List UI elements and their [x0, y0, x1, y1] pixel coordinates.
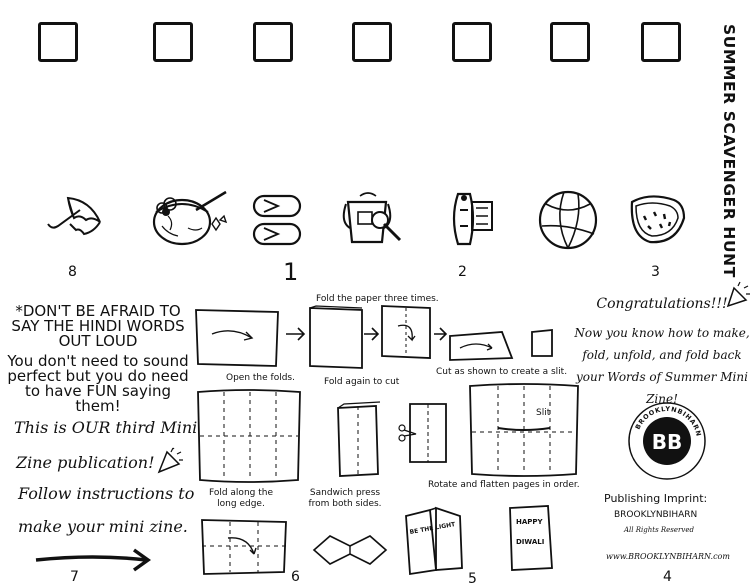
reassure-text: You don't need to sound perfect but you do need to have FUN saying them! [7, 352, 189, 415]
happy-diwali-line-2: DIWALI [516, 538, 545, 546]
follow-line-1: Follow instructions to [18, 484, 195, 503]
umbrella-icon [40, 190, 110, 250]
open-sheet-diagram [194, 386, 304, 486]
zine-title-text: SUMMER SCAVENGER HUNT [720, 24, 738, 278]
boat-icon [448, 186, 508, 250]
follow-line-2: make your mini zine. [18, 517, 188, 536]
party-popper-icon [724, 280, 752, 310]
checkbox-umbrella[interactable] [38, 22, 78, 62]
folded-half-diagram [334, 400, 384, 480]
checkbox-beach-ball[interactable] [550, 22, 590, 62]
arrow-right-icon [34, 548, 154, 572]
checkbox-watermelon[interactable] [641, 22, 681, 62]
page-number-7: 7 [70, 569, 79, 585]
checkbox-sand-bucket[interactable] [352, 22, 392, 62]
sand-bucket-icon [340, 192, 410, 252]
caption-fold-three: Fold the paper three times. [316, 294, 439, 304]
coconut-drink-icon [148, 188, 238, 248]
slit-sheet-diagram [464, 382, 584, 482]
third-zine-line-1: This is OUR third Mini [14, 418, 198, 437]
page-number-5: 5 [468, 571, 477, 587]
third-zine-line-2: Zine publication! [16, 453, 155, 472]
happy-diwali-line-1: HAPPY [516, 518, 543, 526]
flip-flops-icon [250, 192, 310, 252]
caption-slit: Slit [536, 408, 551, 418]
caption-sandwich-press: Sandwich press from both sides. [308, 488, 382, 509]
be-the-light-text: BE THE LIGHT [409, 521, 456, 536]
page-number-6: 6 [291, 569, 300, 585]
caption-cut-slit: Cut as shown to create a slit. [436, 367, 568, 377]
imprint-label: Publishing Imprint: [604, 492, 708, 505]
page-number-1: 1 [283, 258, 299, 286]
congrats-heading: Congratulations!!! [596, 296, 728, 312]
be-the-light-book [400, 496, 480, 578]
party-popper-icon [155, 446, 185, 476]
imprint-name: BROOKLYNBIHARN [614, 510, 698, 520]
rights-reserved: All Rights Reserved [624, 526, 694, 534]
sandwich-press-diagram [310, 526, 390, 576]
logo-ring-text: BROOKLYNBIHARN [633, 404, 703, 438]
checkbox-flip-flops[interactable] [253, 22, 293, 62]
checkbox-boat[interactable] [452, 22, 492, 62]
checkbox-coconut-drink[interactable] [153, 22, 193, 62]
caption-rotate-flatten: Rotate and flatten pages in order. [428, 480, 580, 490]
website-link[interactable]: www.BROOKLYNBIHARN.com [606, 552, 730, 561]
congrats-message: Now you know how to make, fold, unfold, and fold back your Words of Summer Mini Zine! [574, 326, 750, 406]
page-number-4: 4 [663, 569, 672, 585]
caption-open-folds: Open the folds. [226, 373, 295, 383]
caption-fold-again: Fold again to cut [324, 377, 400, 387]
watermelon-icon [626, 192, 690, 252]
happy-diwali-book [506, 504, 556, 574]
logo-monogram: BB [651, 430, 683, 454]
beach-ball-icon [538, 190, 602, 254]
page-number-3: 3 [651, 264, 660, 280]
page-number-8: 8 [68, 264, 77, 280]
caption-fold-long-edge: Fold along the long edge. [208, 488, 273, 509]
page-number-2: 2 [458, 264, 467, 280]
scissor-cut-diagram [398, 398, 458, 468]
hindi-warning: *DON'T BE AFRAID TO SAY THE HINDI WORDS OUT LOUD [11, 302, 185, 350]
long-edge-diagram [198, 514, 292, 578]
brooklynbiharn-logo [628, 402, 706, 480]
zine-title [714, 20, 750, 278]
